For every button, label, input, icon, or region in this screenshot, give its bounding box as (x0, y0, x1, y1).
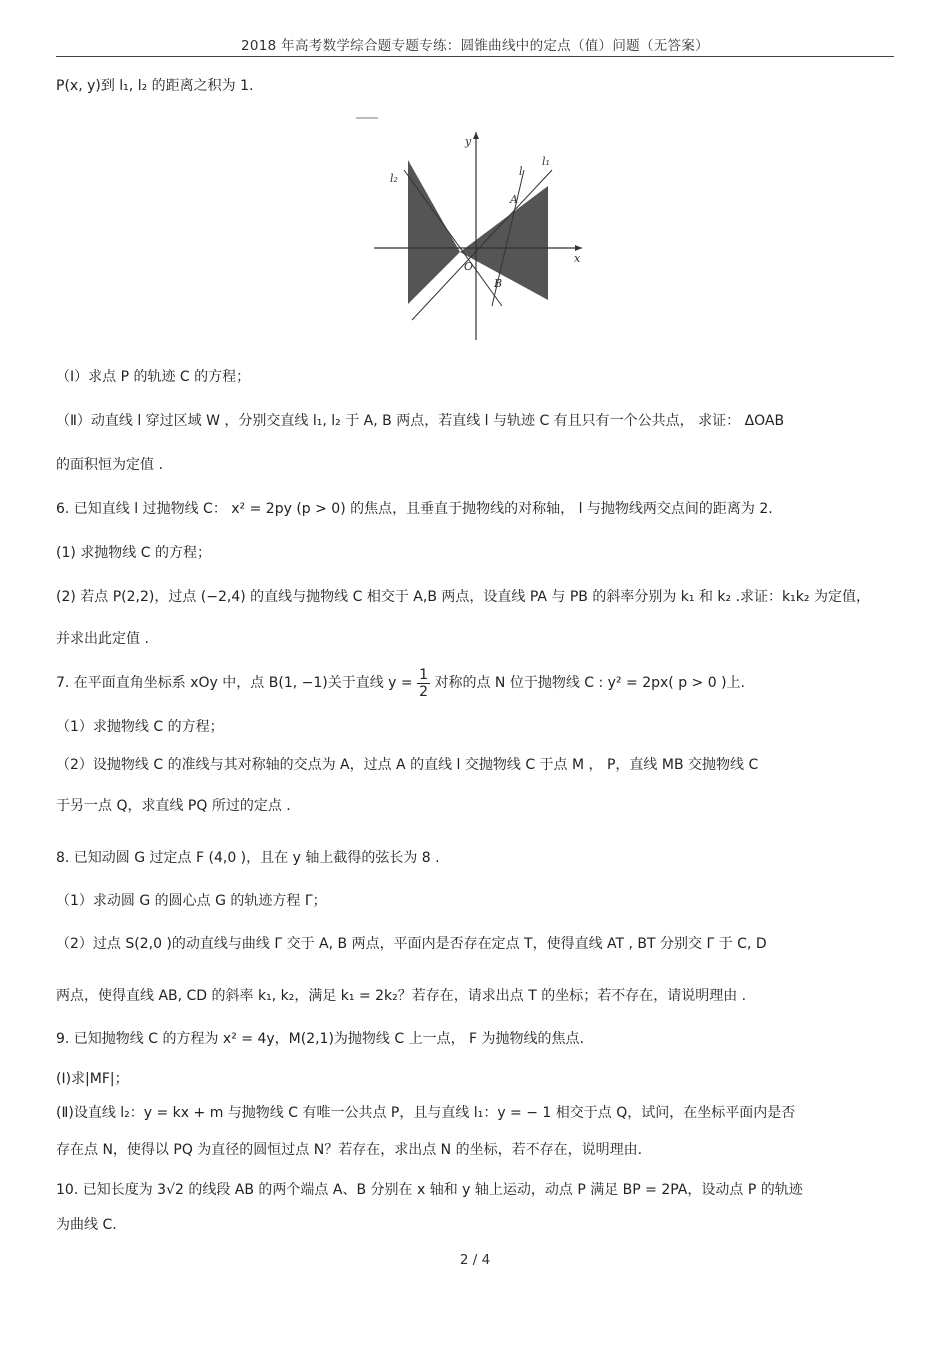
fig-label-y: y (465, 135, 472, 148)
fig-label-l2: l₂ (390, 172, 398, 185)
fig-label-x: x (574, 252, 581, 265)
text-line: （Ⅰ）求点 P 的轨迹 C 的方程； (56, 369, 251, 385)
text-line: (Ⅱ)设直线 l₂：y = kx + m 与抛物线 C 有唯一公共点 P，且与直线 l₁：y = − 1 相交于点 Q，试问，在坐标平面内是否 (56, 1105, 796, 1121)
text-line: P(x, y)到 l₁, l₂ 的距离之积为 1. (56, 78, 254, 94)
text-segment: 7. 在平面直角坐标系 xOy 中，点 B(1, −1)关于直线 y = (56, 675, 418, 691)
page-header: 2018 年高考数学综合题专题专练：圆锥曲线中的定点（值）问题（无答案） (241, 38, 709, 54)
fig-label-o: O (464, 260, 474, 273)
text-line: （2）设抛物线 C 的准线与其对称轴的交点为 A，过点 A 的直线 l 交抛物线 C 于点 M ， P，直线 MB 交抛物线 C (56, 757, 759, 773)
text-line: 6. 已知直线 l 过抛物线 C： x² = 2py (p > 0) 的焦点，且垂直于抛物线的对称轴， l 与抛物线两交点间的距离为 2. (56, 501, 773, 517)
text-line: 并求出此定值 . (56, 631, 149, 647)
text-line: 的面积恒为定值 . (56, 457, 163, 473)
text-line: 8. 已知动圆 G 过定点 F (4,0 )，且在 y 轴上截得的弦长为 8 . (56, 850, 440, 866)
text-line: （2）过点 S(2,0 )的动直线与曲线 Γ 交于 A, B 两点，平面内是否存在定点 T，使得直线 AT , BT 分别交 Γ 于 C, D (56, 936, 767, 952)
region-figure (352, 110, 592, 346)
fig-label-l: l (519, 165, 523, 178)
fraction-one-half (417, 667, 430, 700)
fig-label-a: A (510, 193, 518, 206)
header-rule (56, 56, 894, 57)
fig-label-l1: l₁ (542, 155, 550, 168)
fraction-numerator: 1 (419, 666, 429, 683)
text-line: (Ⅰ)求|MF|； (56, 1071, 129, 1087)
text-line: 为曲线 C. (56, 1217, 117, 1233)
text-line: 10. 已知长度为 3√2 的线段 AB 的两个端点 A、B 分别在 x 轴和 y 轴上运动，动点 P 满足 BP = 2PA，设动点 P 的轨迹 (56, 1182, 803, 1198)
text-line: （Ⅱ）动直线 l 穿过区域 W ，分别交直线 l₁, l₂ 于 A, B 两点，若直线 l 与轨迹 C 有且只有一个公共点， 求证： ΔOAB (56, 413, 785, 429)
text-line-with-fraction (56, 666, 906, 700)
text-line: (2) 若点 P(2,2)，过点 (−2,4) 的直线与抛物线 C 相交于 A,B 两点，设直线 PA 与 PB 的斜率分别为 k₁ 和 k₂ .求证：k₁k₂ 为定值， (56, 589, 870, 605)
text-line: （1）求抛物线 C 的方程； (56, 719, 224, 735)
text-segment: 对称的点 N 位于抛物线 C : y² = 2px( p > 0 )上. (434, 675, 745, 691)
text-line: （1）求动圆 G 的圆心点 G 的轨迹方程 Γ； (56, 893, 327, 909)
text-line: 存在点 N，使得以 PQ 为直径的圆恒过点 N？若存在，求出点 N 的坐标，若不存在，说明理由. (56, 1142, 643, 1158)
fig-label-b: B (494, 277, 503, 290)
text-line: 于另一点 Q，求直线 PQ 所过的定点 . (56, 798, 291, 814)
fraction-denominator: 2 (419, 683, 429, 700)
page-number: 2 / 4 (459, 1252, 491, 1268)
text-line: 9. 已知抛物线 C 的方程为 x² = 4y，M(2,1)为抛物线 C 上一点， F 为抛物线的焦点. (56, 1031, 584, 1047)
text-line: (1) 求抛物线 C 的方程； (56, 545, 211, 561)
text-line: 两点，使得直线 AB, CD 的斜率 k₁, k₂，满足 k₁ = 2k₂？若存在，请求出点 T 的坐标；若不存在，请说明理由 . (56, 988, 747, 1004)
